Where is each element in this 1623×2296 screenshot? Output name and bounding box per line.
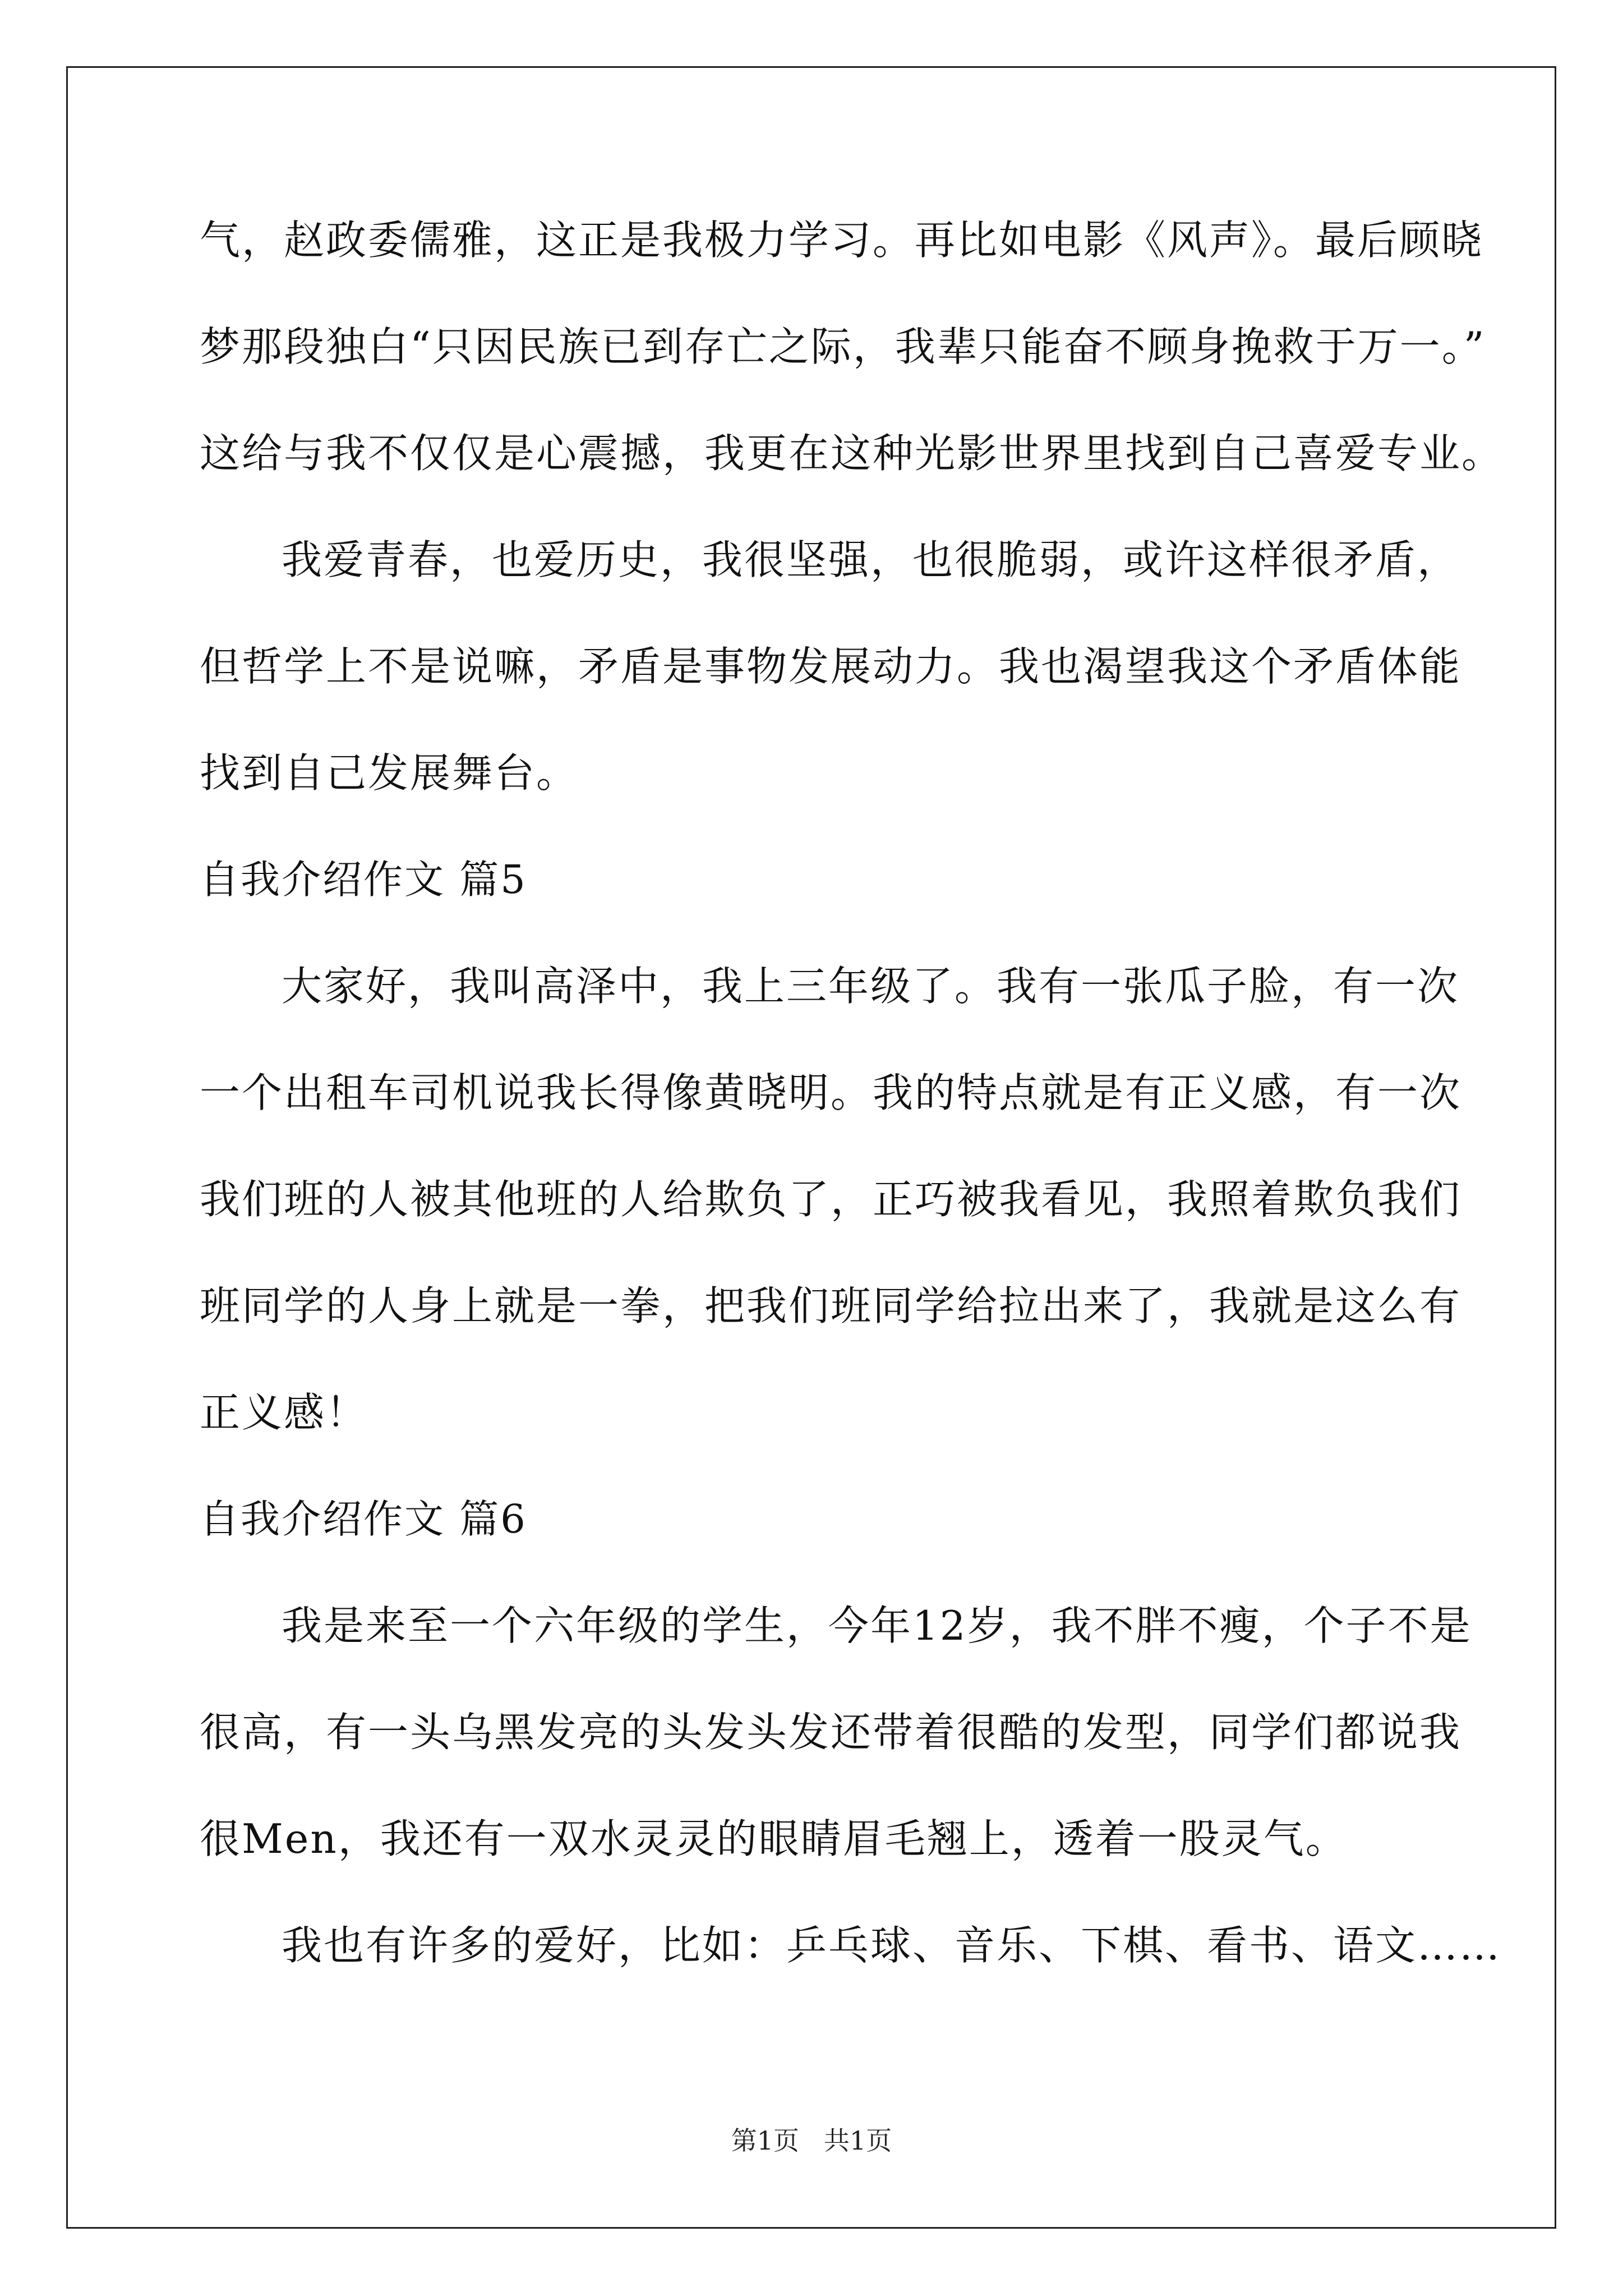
paragraph-start-line: 我也有许多的爱好，比如：乒乓球、音乐、下棋、看书、语文…… bbox=[282, 1922, 1502, 1969]
page-number: 第1页 bbox=[731, 2125, 800, 2156]
paragraph-start-line: 我爱青春，也爱历史，我很坚强，也很脆弱，或许这样很矛盾， bbox=[282, 536, 1460, 583]
page-frame bbox=[66, 66, 1556, 2229]
paragraph-start-line: 我是来至一个六年级的学生，今年12岁，我不胖不瘦，个子不是 bbox=[282, 1602, 1472, 1649]
text-line: 很高，有一头乌黑发亮的头发头发还带着很酷的发型，同学们都说我 bbox=[200, 1709, 1462, 1756]
text-line: 梦那段独白“只因民族已到存亡之际，我辈只能奋不顾身挽救于万一。” bbox=[200, 323, 1486, 370]
text-line: 正义感！ bbox=[200, 1389, 368, 1436]
text-line: 找到自己发展舞台。 bbox=[200, 749, 579, 797]
text-line: 班同学的人身上就是一拳，把我们班同学给拉出来了，我就是这么有 bbox=[200, 1282, 1462, 1329]
text-line: 一个出租车司机说我长得像黄晓明。我的特点就是有正义感，有一次 bbox=[200, 1069, 1462, 1116]
text-line: 我们班的人被其他班的人给欺负了，正巧被我看见，我照着欺负我们 bbox=[200, 1176, 1462, 1223]
text-line: 这给与我不仅仅是心震撼，我更在这种光影世界里找到自己喜爱专业。 bbox=[200, 430, 1504, 477]
text-line: 气，赵政委儒雅，这正是我极力学习。再比如电影《风声》。最后顾晓 bbox=[200, 217, 1484, 264]
text-line: 很Men，我还有一双水灵灵的眼睛眉毛翘上，透着一股灵气。 bbox=[200, 1815, 1348, 1862]
section-heading: 自我介绍作文 篇5 bbox=[200, 857, 527, 903]
text-line: 但哲学上不是说嘛，矛盾是事物发展动力。我也渴望我这个矛盾体能 bbox=[200, 643, 1462, 690]
paragraph-start-line: 大家好，我叫高泽中，我上三年级了。我有一张瓜子脸，有一次 bbox=[282, 963, 1460, 1010]
section-heading: 自我介绍作文 篇6 bbox=[200, 1496, 527, 1542]
page-footer bbox=[0, 2124, 1623, 2157]
page-total: 共1页 bbox=[823, 2125, 892, 2156]
